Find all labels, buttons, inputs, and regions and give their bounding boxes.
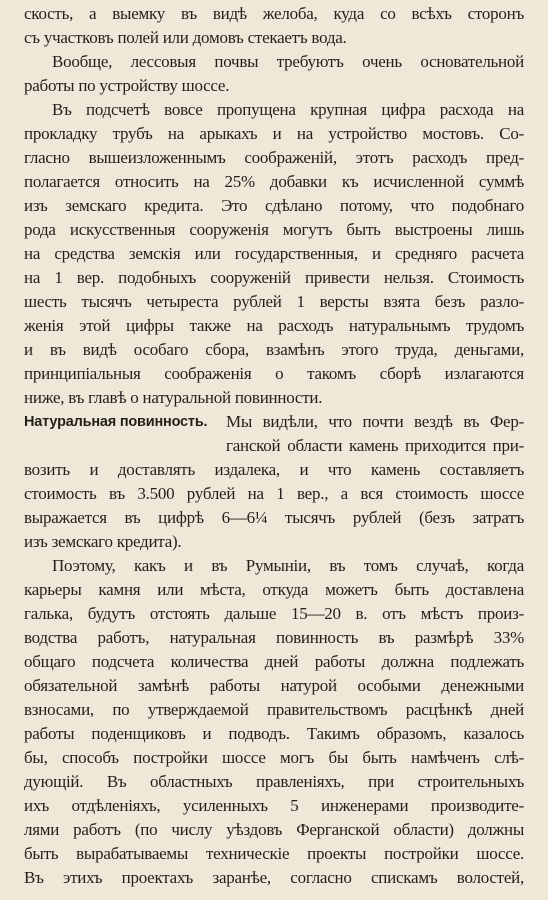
text-line: женія этой цифры также на расходъ натуральнымъ трудомъ xyxy=(24,316,524,335)
text-line: прокладку трубъ на арыкахъ и на устройство мостовъ. Со- xyxy=(24,124,524,143)
text-line: взносами, по утверждаемой правительствомъ расцѣнкѣ дней xyxy=(24,700,524,719)
text-line: Мы видѣли, что почти вездѣ въ Фер- xyxy=(226,412,524,431)
text-line: лями работъ (по числу уѣздовъ Ферганской области) должны xyxy=(24,820,524,839)
text-line: возить и доставлять издалека, и что камень составляетъ xyxy=(24,460,524,479)
text-line: бы, способъ постройки шоссе могъ бы быть намѣченъ слѣ- xyxy=(24,748,524,767)
text-line: на 1 вер. подобныхъ сооруженій привести нельзя. Стоимость xyxy=(24,268,524,287)
text-line: ихъ отдѣленіяхъ, усиленныхъ 5 инженерами производите- xyxy=(24,796,524,815)
text-line: на средства земскія или государственныя, и средняго расчета xyxy=(24,244,524,263)
text-line: рода искусственныя сооруженія могутъ быть выстроены лишь xyxy=(24,220,524,239)
text-line: галька, будутъ отстоять дальше 15—20 в. отъ мѣстъ произ- xyxy=(24,604,524,623)
text-line: быть вырабатываемы техническіе проекты постройки шоссе. xyxy=(24,844,524,863)
text-line: ниже, въ главѣ о натуральной повинности. xyxy=(24,388,323,407)
text-line: изъ земскаго кредита. Это сдѣлано потому, что подобнаго xyxy=(24,196,524,215)
text-line: работы поденщиковъ и подводъ. Такимъ образомъ, казалось xyxy=(24,724,524,743)
section-side-heading: Натуральная повинность. xyxy=(24,414,208,430)
text-line: карьеры камня или мѣста, откуда можетъ быть доставлена xyxy=(24,580,524,599)
text-line: полагается относить на 25% добавки къ исчисленной суммѣ xyxy=(24,172,524,191)
text-line: ганской области камень приходится при- xyxy=(226,436,524,455)
text-line: стоимость въ 3.500 рублей на 1 вер., а вся стоимость шоссе xyxy=(24,484,524,503)
text-line: Въ этихъ проектахъ заранѣе, согласно спискамъ волостей, xyxy=(24,868,524,887)
text-line: Вообще, лессовыя почвы требуютъ очень основательной xyxy=(52,52,524,71)
text-line: Поэтому, какъ и въ Румыніи, въ томъ случаѣ, когда xyxy=(52,556,524,575)
text-line: дующій. Въ областныхъ правленіяхъ, при строительныхъ xyxy=(24,772,524,791)
text-line: обязательной замѣнѣ работы натурой особыми денежными xyxy=(24,676,524,695)
text-line: шесть тысячъ четыреста рублей 1 версты взята безъ разло- xyxy=(24,292,524,311)
text-line: изъ земскаго кредита). xyxy=(24,532,182,551)
text-line: Въ подсчетѣ вовсе пропущена крупная цифра расхода на xyxy=(52,100,524,119)
text-line: работы по устройству шоссе. xyxy=(24,76,230,95)
text-line: принципіальныя соображенія о такомъ сборѣ излагаются xyxy=(24,364,524,383)
text-line: скость, а выемку въ видѣ желоба, куда со всѣхъ сторонъ xyxy=(24,4,524,23)
text-line: съ участковъ полей или домовъ стекаетъ вода. xyxy=(24,28,347,47)
text-line: гласно вышеизложеннымъ соображеній, этотъ расходъ пред- xyxy=(24,148,524,167)
text-line: общаго подсчета количества дней работы должна подлежать xyxy=(24,652,524,671)
text-line: водства работъ, натуральная повинность въ размѣрѣ 33% xyxy=(24,628,524,647)
text-line: и въ видѣ особаго сбора, взамѣнъ этого труда, деньгами, xyxy=(24,340,524,359)
text-line: выражается въ цифрѣ 6—6¼ тысячъ рублей (безъ затратъ xyxy=(24,508,524,527)
